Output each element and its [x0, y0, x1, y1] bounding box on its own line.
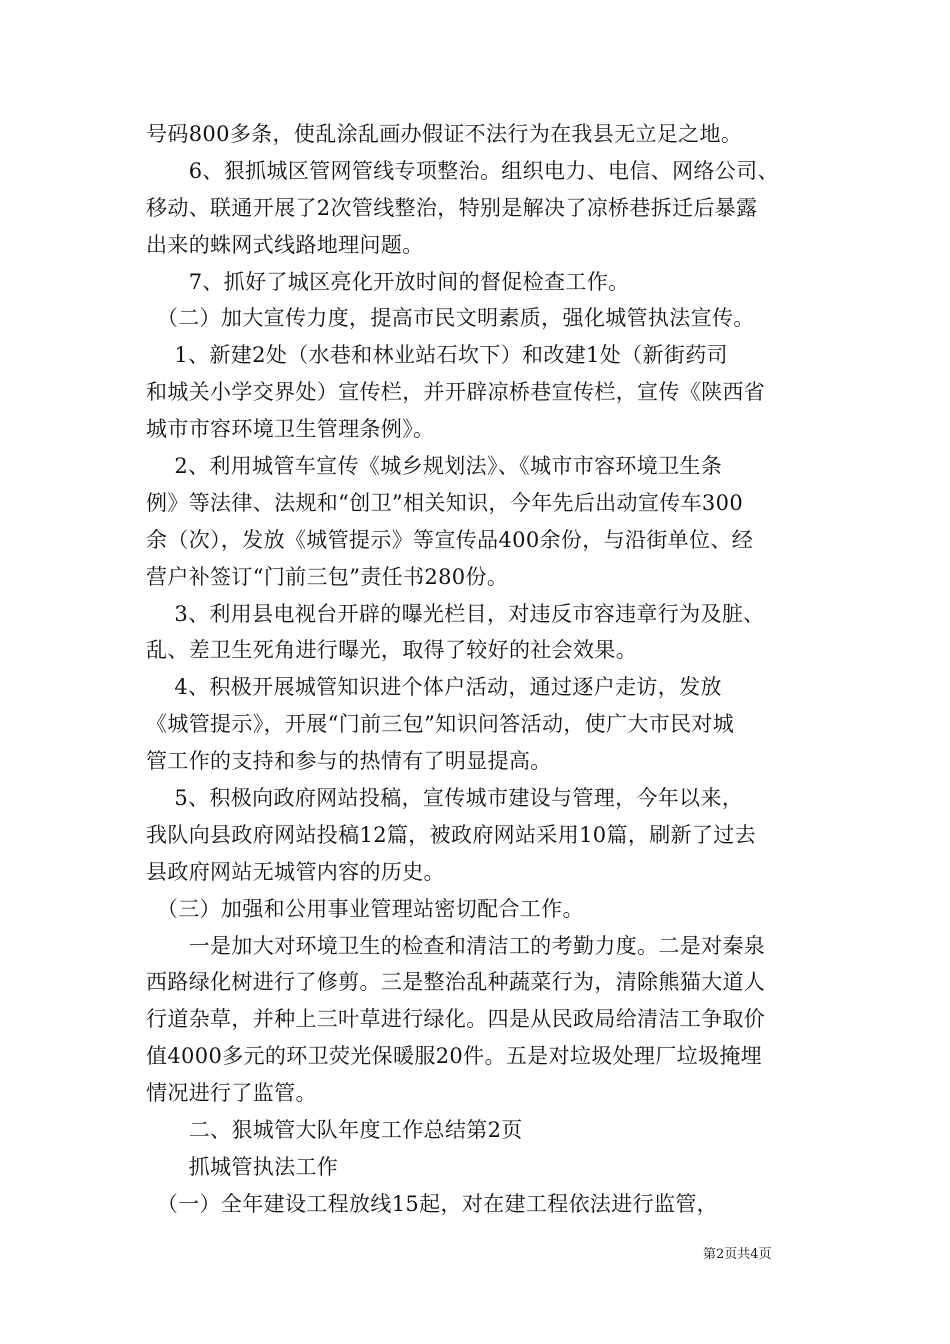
text-line: 管工作的支持和参与的热情有了明显提高。	[146, 749, 552, 774]
text-line: 5、积极向政府网站投稿，宣传城市建设与管理，今年以来，	[146, 786, 744, 811]
text-line: （三）加强和公用事业管理站密切配合工作。	[146, 896, 584, 921]
text-line: 出来的蛛网式线路地理问题。	[146, 232, 424, 257]
page-number-footer: 第2页共4页	[703, 1247, 772, 1262]
text-line: 6、狠抓城区管网管线专项整治。组织电力、电信、网络公司、	[146, 158, 779, 183]
text-line: （二）加大宣传力度，提高市民文明素质，强化城管执法宣传。	[146, 306, 755, 331]
text-line: 我队向县政府网站投稿12篇，被政府网站采用10篇，刷新了过去	[146, 822, 756, 847]
text-line: 例》等法律、法规和“创卫”相关知识，今年先后出动宣传车300	[146, 490, 744, 515]
text-line: 行道杂草，并种上三叶草进行绿化。四是从民政局给清洁工争取价	[146, 1007, 766, 1032]
text-line: 营户补签订“门前三包”责任书280份。	[146, 564, 509, 589]
text-line: 余（次），发放《城管提示》等宣传品400余份，与沿街单位、经	[146, 527, 754, 552]
text-line: 乱、差卫生死角进行曝光，取得了较好的社会效果。	[146, 638, 638, 663]
text-line: 《城管提示》，开展“门前三包”知识问答活动，使广大市民对城	[146, 712, 735, 737]
text-line: 西路绿化树进行了修剪。三是整治乱种蔬菜行为，清除熊猫大道人	[146, 970, 766, 995]
text-line: 值4000多元的环卫荧光保暖服20件。五是对垃圾处理厂垃圾掩埋	[146, 1044, 763, 1069]
text-line: 和城关小学交界处）宣传栏，并开辟凉桥巷宣传栏，宣传《陕西省	[146, 380, 766, 405]
text-line: 抓城管执法工作	[146, 1154, 339, 1179]
text-line: 4、积极开展城管知识进个体户活动，通过逐户走访，发放	[146, 675, 722, 700]
text-line: 3、利用县电视台开辟的曝光栏目，对违反市容违章行为及脏、	[146, 601, 765, 626]
text-line: 情况进行了监管。	[146, 1081, 317, 1106]
text-line: 号码800多条，使乱涂乱画办假证不法行为在我县无立足之地。	[146, 122, 743, 146]
text-line: 2、利用城管车宣传《城乡规划法》、《城市市容环境卫生条	[146, 454, 723, 479]
text-line: （一）全年建设工程放线15起，对在建工程依法进行监管，	[146, 1191, 719, 1216]
text-line: 移动、联通开展了2次管线整治，特别是解决了凉桥巷拆迁后暴露	[146, 195, 758, 220]
text-line: 城市市容环境卫生管理条例》。	[146, 417, 435, 442]
text-line: 县政府网站无城管内容的历史。	[146, 859, 445, 884]
text-line: 二、狠城管大队年度工作总结第2页	[146, 1118, 523, 1143]
document-body	[146, 116, 816, 1223]
text-line: 7、抓好了城区亮化开放时间的督促检查工作。	[146, 269, 630, 294]
text-line: 1、新建2处（水巷和林业站石坎下）和改建1处（新街药司	[146, 343, 728, 368]
text-line: 一是加大对环境卫生的检查和清洁工的考勤力度。二是对秦泉	[146, 933, 766, 958]
